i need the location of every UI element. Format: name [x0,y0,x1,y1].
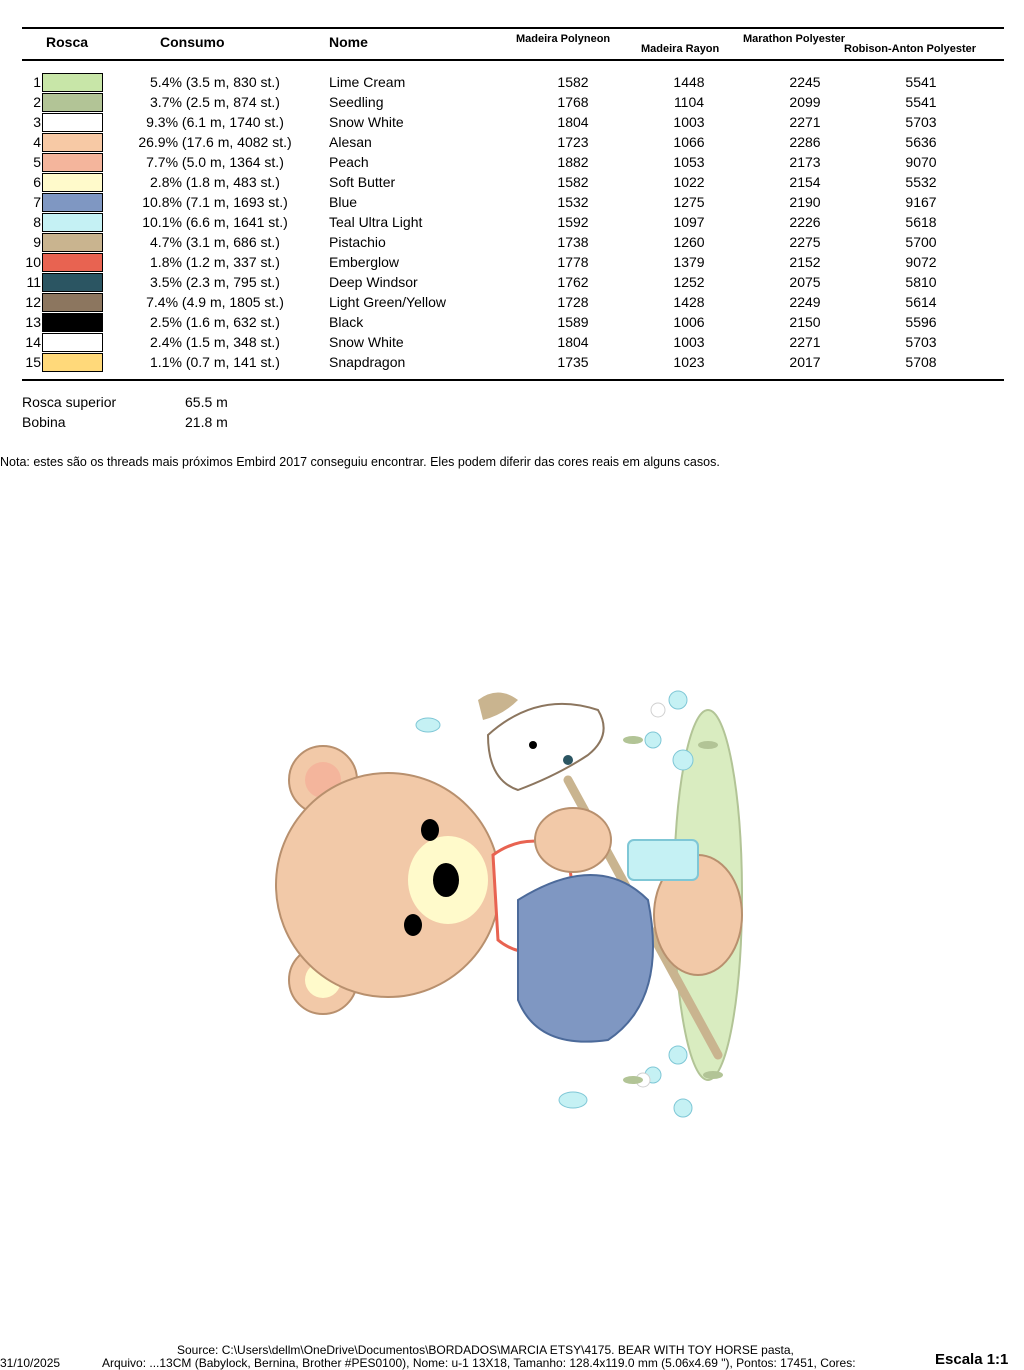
thread-consumo: 2.5% (1.6 m, 632 st.) [150,314,280,330]
thread-robison: 5541 [905,74,937,90]
thread-madeira-rayon: 1066 [673,134,705,150]
thread-color-swatch [42,233,103,252]
thread-number: 3 [33,114,41,130]
thread-name: Snow White [329,334,404,350]
thread-robison: 5532 [905,174,937,190]
thread-marathon: 2154 [789,174,821,190]
thread-color-swatch [42,353,103,372]
thread-madeira-rayon: 1006 [673,314,705,330]
col-header-marathon: Marathon Polyester [743,33,846,45]
thread-number: 15 [25,354,41,370]
thread-robison: 9072 [905,254,937,270]
note-text: Nota: estes são os threads mais próximos Embird 2017 conseguiu encontrar. Eles podem diferir das cores reais em alguns casos. [0,455,720,469]
thread-name: Emberglow [329,254,400,270]
thread-name: Teal Ultra Light [329,214,423,230]
thread-madeira-polyneon: 1532 [557,194,589,210]
thread-consumo: 10.1% (6.6 m, 1641 st.) [142,214,288,230]
thread-row [0,252,1024,272]
thread-row [0,152,1024,172]
thread-robison: 5618 [905,214,937,230]
thread-number: 12 [25,294,41,310]
thread-number: 2 [33,94,41,110]
summary-rosca-value: 65.5 m [185,394,228,410]
thread-color-swatch [42,253,103,272]
thread-robison: 5596 [905,314,937,330]
col-header-rosca: Rosca [46,34,89,50]
thread-row [0,172,1024,192]
thread-color-swatch [42,193,103,212]
thread-marathon: 2226 [789,214,821,230]
thread-name: Deep Windsor [329,274,418,290]
thread-row [0,312,1024,332]
thread-madeira-rayon: 1448 [673,74,705,90]
thread-row [0,192,1024,212]
thread-name: Snow White [329,114,404,130]
thread-row [0,212,1024,232]
embroidery-design-image [268,680,758,1140]
thread-marathon: 2150 [789,314,821,330]
thread-name: Black [329,314,364,330]
thread-name: Pistachio [329,234,386,250]
thread-madeira-polyneon: 1582 [557,174,589,190]
thread-color-swatch [42,333,103,352]
thread-consumo: 4.7% (3.1 m, 686 st.) [150,234,280,250]
thread-madeira-polyneon: 1762 [557,274,589,290]
thread-madeira-rayon: 1379 [673,254,705,270]
thread-consumo: 5.4% (3.5 m, 830 st.) [150,74,280,90]
thread-marathon: 2271 [789,334,821,350]
thread-madeira-rayon: 1053 [673,154,705,170]
thread-name: Soft Butter [329,174,396,190]
thread-name: Lime Cream [329,74,406,90]
table-bottom-rule [22,379,1004,381]
thread-madeira-rayon: 1003 [673,334,705,350]
thread-row [0,232,1024,252]
thread-consumo: 1.1% (0.7 m, 141 st.) [150,354,280,370]
thread-consumo: 2.4% (1.5 m, 348 st.) [150,334,280,350]
thread-robison: 5541 [905,94,937,110]
thread-color-swatch [42,313,103,332]
thread-robison: 5703 [905,334,937,350]
thread-name: Seedling [329,94,384,110]
thread-madeira-polyneon: 1582 [557,74,589,90]
thread-number: 11 [26,274,41,290]
thread-robison: 5700 [905,234,937,250]
thread-madeira-polyneon: 1592 [557,214,589,230]
thread-consumo: 10.8% (7.1 m, 1693 st.) [142,194,288,210]
col-header-robison: Robison-Anton Polyester [844,43,977,55]
thread-row [0,132,1024,152]
thread-marathon: 2190 [789,194,821,210]
thread-madeira-polyneon: 1882 [557,154,589,170]
thread-color-swatch [42,73,103,92]
col-header-madeira-rayon: Madeira Rayon [641,43,720,55]
thread-number: 8 [33,214,41,230]
footer-source: Source: C:\Users\dellm\OneDrive\Documentos\BORDADOS\MARCIA ETSY\4175. BEAR WITH TOY HORSE pasta, [177,1343,794,1357]
thread-robison: 5636 [905,134,937,150]
thread-color-swatch [42,153,103,172]
thread-name: Light Green/Yellow [329,294,447,310]
thread-name: Snapdragon [329,354,406,370]
footer-date: 31/10/2025 [0,1356,61,1370]
thread-number: 13 [25,314,41,330]
thread-marathon: 2017 [789,354,821,370]
thread-marathon: 2249 [789,294,821,310]
thread-madeira-rayon: 1022 [673,174,705,190]
col-header-madeira-polyneon: Madeira Polyneon [516,33,611,45]
thread-number: 10 [25,254,41,270]
thread-row [0,272,1024,292]
thread-robison: 5708 [905,354,937,370]
thread-color-swatch [42,213,103,232]
footer-escala: Escala 1:1 [935,1351,1009,1368]
thread-number: 6 [33,174,41,190]
thread-madeira-polyneon: 1738 [557,234,589,250]
thread-robison: 9070 [905,154,937,170]
thread-name: Blue [329,194,358,210]
thread-number: 7 [33,194,41,210]
thread-madeira-polyneon: 1728 [557,294,589,310]
thread-consumo: 9.3% (6.1 m, 1740 st.) [146,114,284,130]
thread-madeira-rayon: 1275 [673,194,705,210]
thread-marathon: 2152 [789,254,821,270]
thread-marathon: 2245 [789,74,821,90]
thread-madeira-rayon: 1023 [673,354,705,370]
thread-color-swatch [42,113,103,132]
thread-row [0,72,1024,92]
thread-consumo: 26.9% (17.6 m, 4082 st.) [138,134,292,150]
thread-marathon: 2275 [789,234,821,250]
thread-marathon: 2075 [789,274,821,290]
thread-color-swatch [42,273,103,292]
thread-madeira-polyneon: 1735 [557,354,589,370]
thread-consumo: 3.5% (2.3 m, 795 st.) [150,274,280,290]
thread-consumo: 1.8% (1.2 m, 337 st.) [150,254,280,270]
thread-name: Alesan [329,134,372,150]
table-header-rule [22,59,1004,61]
thread-madeira-rayon: 1260 [673,234,705,250]
footer-arquivo: Arquivo: ...13CM (Babylock, Bernina, Brother #PES0100), Nome: u-1 13X18, Tamanho: 128.4x119.0 mm (5.06x4.69 "), Pontos: 17451, Cores: [102,1356,856,1370]
thread-row [0,352,1024,372]
thread-marathon: 2271 [789,114,821,130]
summary-rosca-label: Rosca superior [22,394,117,410]
thread-row [0,292,1024,312]
thread-consumo: 7.4% (4.9 m, 1805 st.) [146,294,284,310]
thread-madeira-rayon: 1003 [673,114,705,130]
summary-bobina-label: Bobina [22,414,66,430]
thread-robison: 5614 [905,294,937,310]
thread-madeira-rayon: 1097 [673,214,705,230]
thread-madeira-rayon: 1428 [673,294,705,310]
thread-row [0,92,1024,112]
thread-marathon: 2286 [789,134,821,150]
thread-marathon: 2173 [789,154,821,170]
thread-row [0,112,1024,132]
thread-marathon: 2099 [789,94,821,110]
thread-madeira-polyneon: 1723 [557,134,589,150]
thread-color-swatch [42,133,103,152]
thread-row [0,332,1024,352]
thread-madeira-rayon: 1104 [673,94,705,110]
thread-madeira-polyneon: 1778 [557,254,589,270]
thread-madeira-polyneon: 1589 [557,314,589,330]
thread-madeira-rayon: 1252 [673,274,705,290]
thread-consumo: 7.7% (5.0 m, 1364 st.) [146,154,284,170]
thread-number: 1 [33,74,41,90]
thread-robison: 5810 [905,274,937,290]
table-top-rule [22,27,1004,29]
thread-madeira-polyneon: 1804 [557,114,589,130]
col-header-consumo: Consumo [160,34,225,50]
thread-consumo: 2.8% (1.8 m, 483 st.) [150,174,280,190]
thread-number: 9 [33,234,41,250]
thread-name: Peach [329,154,369,170]
thread-color-swatch [42,293,103,312]
thread-color-swatch [42,173,103,192]
thread-robison: 5703 [905,114,937,130]
thread-color-swatch [42,93,103,112]
thread-number: 4 [33,134,41,150]
summary-bobina-value: 21.8 m [185,414,228,430]
thread-consumo: 3.7% (2.5 m, 874 st.) [150,94,280,110]
thread-madeira-polyneon: 1804 [557,334,589,350]
thread-madeira-polyneon: 1768 [557,94,589,110]
col-header-nome: Nome [329,34,368,50]
thread-number: 14 [25,334,41,350]
thread-robison: 9167 [905,194,937,210]
thread-number: 5 [33,154,41,170]
